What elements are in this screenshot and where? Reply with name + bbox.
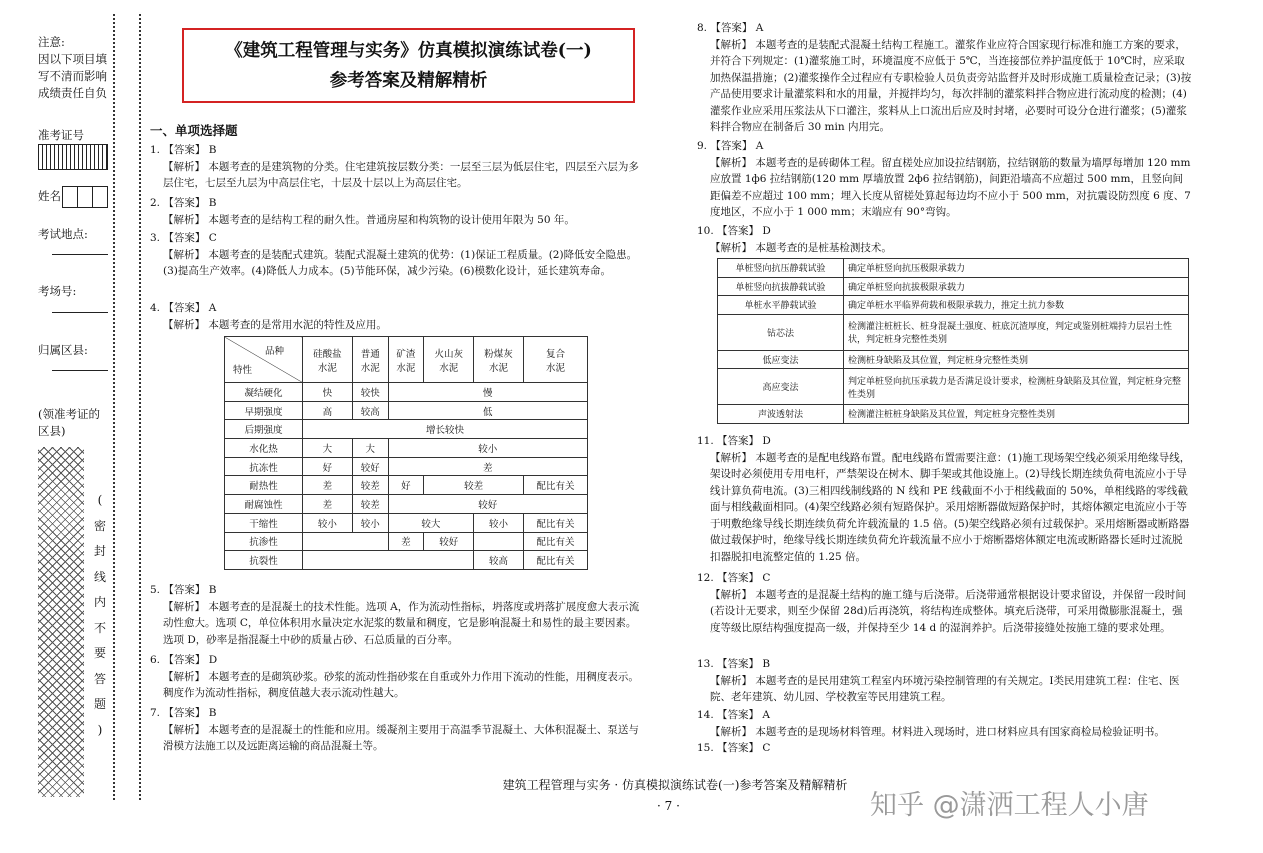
table-row <box>225 513 588 532</box>
row-label: 抗渗性 <box>225 532 303 551</box>
answer-line: 6. 【答案】 D <box>150 654 218 666</box>
room-label: 考场号: <box>38 284 77 298</box>
question-2 <box>150 195 645 228</box>
row-label: 水化热 <box>225 439 303 458</box>
cement-properties-table <box>224 336 588 570</box>
table-cell: 配比有关 <box>523 551 587 570</box>
name-boxes[interactable] <box>62 186 108 208</box>
purpose-cell: 检测灌注桩桩长、桩身混凝土强度、桩底沉渣厚度，判定或鉴别桩端持力层岩土性状，判定桩身完整性类别 <box>844 314 1189 350</box>
question-9 <box>697 138 1192 221</box>
table-row <box>718 350 1189 369</box>
table-cell: 较小 <box>474 513 524 532</box>
question-12 <box>697 570 1192 636</box>
row-label: 耐腐蚀性 <box>225 495 303 514</box>
table-row <box>718 259 1189 278</box>
header-cell: 矿渣 水泥 <box>388 337 424 383</box>
notice: 注意: 因以下项目填 写不清而影响 成绩责任自负 <box>38 35 107 100</box>
title-line1: 《建筑工程管理与实务》仿真模拟演练试卷(一) <box>225 41 592 61</box>
district-label: 归属区县: <box>38 343 88 357</box>
seal-line-text: ( 密 封 线 内 不 要 答 题 ) <box>93 493 106 737</box>
question-13 <box>697 656 1192 706</box>
table-row <box>718 296 1189 315</box>
method-cell: 高应变法 <box>718 369 844 405</box>
row-label: 早期强度 <box>225 401 303 420</box>
table-cell: 较高 <box>474 551 524 570</box>
corner-cell: 品种 特性 <box>225 337 303 383</box>
district-line[interactable] <box>52 370 108 371</box>
analysis-text: 【解析】 本题考查的是混凝土的性能和应用。缓凝剂主要用于高温季节混凝土、大体积混凝土、泵送与滑模方法施工以及远距离运输的商品混凝土等。 <box>163 723 639 752</box>
header-cell: 普通 水泥 <box>352 337 388 383</box>
analysis-text: 【解析】 本题考查的是混凝土的技术性能。选项 A，作为流动性指标，坍落度或坍落扩展度愈大表示流动性愈大。选项 C，单位体积用水量决定水泥浆的数量和稠度，它是影响混凝土和易性的最主要因素。选项 D，砂率是指混凝土中砂的质量占砂、石总质量的百分率。 <box>163 600 640 646</box>
table-cell <box>303 532 389 551</box>
analysis-text: 【解析】 本题考查的是砖砌体工程。留直槎处应加设拉结钢筋，拉结钢筋的数量为墙厚每增加 120 mm 应放置 1ф6 拉结钢筋(120 mm 厚墙放置 2ф6 拉结钢筋)，间距沿墙高不应超过 500 mm，且竖向间距偏差不应超过 100 mm；埋入长度从留槎处算起每边均不应小于 500 mm，对抗震设防烈度 6 度、7 度地区，不应小于 1 000 mm；末端应有 90°弯钩。 <box>710 156 1191 218</box>
answer-line: 15. 【答案】 C <box>697 742 771 754</box>
ticket-number-boxes[interactable] <box>38 144 108 170</box>
table-cell: 好 <box>388 476 424 495</box>
table-cell: 较大 <box>388 513 474 532</box>
question-7 <box>150 705 645 755</box>
header-cell: 复合 水泥 <box>523 337 587 383</box>
table-cell: 差 <box>303 476 353 495</box>
row-label: 抗裂性 <box>225 551 303 570</box>
answer-line: 13. 【答案】 B <box>697 658 771 670</box>
name-label: 姓名 <box>38 189 61 203</box>
method-cell: 单桩竖向抗压静载试验 <box>718 259 844 278</box>
answer-line: 4. 【答案】 A <box>150 302 217 314</box>
section-heading: 一、单项选择题 <box>150 123 238 138</box>
method-cell: 单桩水平静载试验 <box>718 296 844 315</box>
header-cell: 火山灰 水泥 <box>424 337 474 383</box>
pile-testing-table <box>717 258 1189 424</box>
table-cell <box>474 532 524 551</box>
table-cell: 好 <box>303 457 353 476</box>
table-cell: 配比有关 <box>523 513 587 532</box>
answer-line: 14. 【答案】 A <box>697 709 770 721</box>
table-row <box>718 277 1189 296</box>
table-row <box>225 383 588 402</box>
table-cell: 快 <box>303 383 353 402</box>
table-row <box>225 401 588 420</box>
question-14 <box>697 707 1192 740</box>
table-cell: 差 <box>388 532 424 551</box>
purpose-cell: 检测灌注桩桩身缺陷及其位置，判定桩身完整性类别 <box>844 405 1189 424</box>
row-label: 耐热性 <box>225 476 303 495</box>
table-row <box>225 439 588 458</box>
table-row <box>225 551 588 570</box>
analysis-text: 【解析】 本题考查的是建筑物的分类。住宅建筑按层数分类：一层至三层为低层住宅，四层至六层为多层住宅，七层至九层为中高层住宅，十层及十层以上为高层住宅。 <box>163 160 639 189</box>
question-1 <box>150 142 645 192</box>
analysis-text: 【解析】 本题考查的是配电线路布置。配电线路布置需要注意：(1)施工现场架空线必须采用绝缘导线，架设时必须使用专用电杆，严禁架设在树木、脚手架或其他设施上。(2)导线长期连续负荷电流应小于导线计算负荷电流。(3)三相四线制线路的 N 线和 PE 线截面不小于相线截面的 50%，单相线路的零线截面与相线截面相同。(4)架空线路必须有短路保护。采用熔断器做短路保护时，其熔体额定电流应小于等于明敷绝缘导线长期连续负荷允许载流量的 1.5 倍。(5)架空线路必须有过载保护。采用熔断器或断路器做过载保护时，绝缘导线长期连续负荷允许载流量不应小于熔断器熔体额定电流或断路器长延时过流脱扣器脱扣电流整定值的 1.25 倍。 <box>710 451 1191 563</box>
header-cell: 硅酸盐 水泥 <box>303 337 353 383</box>
table-cell: 较快 <box>352 383 388 402</box>
title-line2: 参考答案及精解精析 <box>329 71 488 91</box>
table-cell: 较小 <box>388 439 587 458</box>
table-cell: 较好 <box>352 457 388 476</box>
district-note: (领准考证的 区县) <box>38 407 100 438</box>
table-cell: 较差 <box>352 495 388 514</box>
question-4 <box>150 300 645 333</box>
analysis-text: 【解析】 本题考查的是砌筑砂浆。砂浆的流动性指砂浆在自重或外力作用下流动的性能，用稠度表示。稠度作为流动性指标，稠度值越大表示流动性越大。 <box>163 670 639 699</box>
table-cell: 较小 <box>303 513 353 532</box>
table-cell: 较高 <box>352 401 388 420</box>
table-cell: 低 <box>388 401 587 420</box>
table-cell: 较差 <box>424 476 524 495</box>
table-header-row <box>225 337 588 383</box>
method-cell: 低应变法 <box>718 350 844 369</box>
table-row <box>225 495 588 514</box>
purpose-cell: 判定单桩竖向抗压承载力是否满足设计要求，检测桩身缺陷及其位置，判定桩身完整性类别 <box>844 369 1189 405</box>
question-10 <box>697 223 1192 256</box>
row-label: 凝结硬化 <box>225 383 303 402</box>
answer-line: 12. 【答案】 C <box>697 572 771 584</box>
method-cell: 钻芯法 <box>718 314 844 350</box>
purpose-cell: 检测桩身缺陷及其位置，判定桩身完整性类别 <box>844 350 1189 369</box>
analysis-text: 【解析】 本题考查的是装配式建筑。装配式混凝土建筑的优势：(1)保证工程质量。(2)降低安全隐患。(3)提高生产效率。(4)降低人力成本。(5)节能环保，减少污染。(6)模数化设计，延长建筑寿命。 <box>163 248 638 277</box>
question-3 <box>150 230 645 280</box>
analysis-text: 【解析】 本题考查的是桩基检测技术。 <box>710 241 892 254</box>
watermark: 知乎 @潇洒工程人小唐 <box>870 790 1149 821</box>
dotted-line <box>113 14 115 800</box>
question-5 <box>150 582 645 648</box>
answer-line: 8. 【答案】 A <box>697 22 764 34</box>
binding-strip <box>0 0 148 853</box>
table-row: 后期强度 增长较快 <box>225 420 588 439</box>
method-cell: 单桩竖向抗拔静载试验 <box>718 277 844 296</box>
site-label: 考试地点: <box>38 227 88 241</box>
analysis-text: 【解析】 本题考查的是现场材料管理。材料进入现场时，进口材料应具有国家商检局检验证明书。 <box>710 725 1165 738</box>
question-6 <box>150 652 645 702</box>
table-cell <box>303 551 474 570</box>
analysis-text: 【解析】 本题考查的是装配式混凝土结构工程施工。灌浆作业应符合国家现行标准和施工方案的要求，并符合下列规定：(1)灌浆施工时，环境温度不应低于 5℃，当连接部位养护温度低于 10℃时，应采取加热保温措施；(2)灌浆操作全过程应有专职检验人员负责旁站监督并及时形成施工质量检查记录；(3)按产品使用要求计量灌浆料和水的用量，并搅拌均匀，每次拌制的灌浆料拌合物应进行流动度的检测；(4)灌浆作业应采用压浆法从下口灌注，浆料从上口流出后应及时封堵，必要时可设分仓进行灌浆；(5)灌浆料拌合物应在制备后 30 min 内用完。 <box>710 38 1192 133</box>
table-row <box>225 476 588 495</box>
table-cell: 大 <box>352 439 388 458</box>
header-cell: 粉煤灰 水泥 <box>474 337 524 383</box>
analysis-text: 【解析】 本题考查的是混凝土结构的施工缝与后浇带。后浇带通常根据设计要求留设，并保留一段时间(若设计无要求，则至少保留 28d)后再浇筑，将结构连成整体。填充后浇带，可采用微膨胀混凝土，强度等级比原结构强度提高一级，并保持至少 14 d 的湿润养护。后浇带接缝处按施工缝的要求处理。 <box>710 588 1186 634</box>
analysis-text: 【解析】 本题考查的是结构工程的耐久性。普通房屋和构筑物的设计使用年限为 50 年。 <box>163 213 575 226</box>
question-11 <box>697 433 1192 565</box>
table-row <box>718 405 1189 424</box>
answer-line: 7. 【答案】 B <box>150 707 217 719</box>
ticket-label: 准考证号 <box>38 128 84 142</box>
table-cell: 较好 <box>388 495 587 514</box>
table-row <box>718 369 1189 405</box>
purpose-cell: 确定单桩竖向抗压极限承载力 <box>844 259 1189 278</box>
table-cell: 差 <box>303 495 353 514</box>
analysis-text: 【解析】 本题考查的是民用建筑工程室内环境污染控制管理的有关规定。Ⅰ类民用建筑工程：住宅、医院、老年建筑、幼儿园、学校教室等民用建筑工程。 <box>710 674 1180 703</box>
table-cell: 较好 <box>424 532 474 551</box>
room-line[interactable] <box>52 312 108 313</box>
dotted-line <box>139 14 141 800</box>
analysis-text: 【解析】 本题考查的是常用水泥的特性及应用。 <box>163 318 387 331</box>
answer-line: 5. 【答案】 B <box>150 584 217 596</box>
page-footer: 建筑工程管理与实务 · 仿真模拟演练试卷(一)参考答案及精解精析 <box>502 778 848 792</box>
table-cell: 慢 <box>388 383 587 402</box>
method-cell: 声波透射法 <box>718 405 844 424</box>
table-cell: 配比有关 <box>523 532 587 551</box>
table-row <box>225 532 588 551</box>
row-label: 后期强度 <box>225 420 303 439</box>
answer-line: 1. 【答案】 B <box>150 144 217 156</box>
title-box <box>182 28 635 103</box>
purpose-cell: 确定单桩竖向抗拔极限承载力 <box>844 277 1189 296</box>
table-cell: 较小 <box>352 513 388 532</box>
purpose-cell: 确定单桩水平临界荷载和极限承载力，推定土抗力参数 <box>844 296 1189 315</box>
question-8 <box>697 20 1192 136</box>
table-row <box>718 314 1189 350</box>
question-15 <box>697 740 1192 757</box>
table-row <box>225 457 588 476</box>
row-label: 抗冻性 <box>225 457 303 476</box>
answer-line: 11. 【答案】 D <box>697 435 771 447</box>
table-cell: 高 <box>303 401 353 420</box>
table-cell: 差 <box>388 457 587 476</box>
answer-line: 10. 【答案】 D <box>697 225 771 237</box>
row-label: 干缩性 <box>225 513 303 532</box>
answer-line: 2. 【答案】 B <box>150 197 217 209</box>
page-number: · 7 · <box>657 799 680 813</box>
table-cell: 较差 <box>352 476 388 495</box>
site-line[interactable] <box>52 254 108 255</box>
hatch-pattern <box>38 447 84 797</box>
table-cell: 配比有关 <box>523 476 587 495</box>
table-cell: 大 <box>303 439 353 458</box>
answer-line: 9. 【答案】 A <box>697 140 764 152</box>
answer-line: 3. 【答案】 C <box>150 232 217 244</box>
